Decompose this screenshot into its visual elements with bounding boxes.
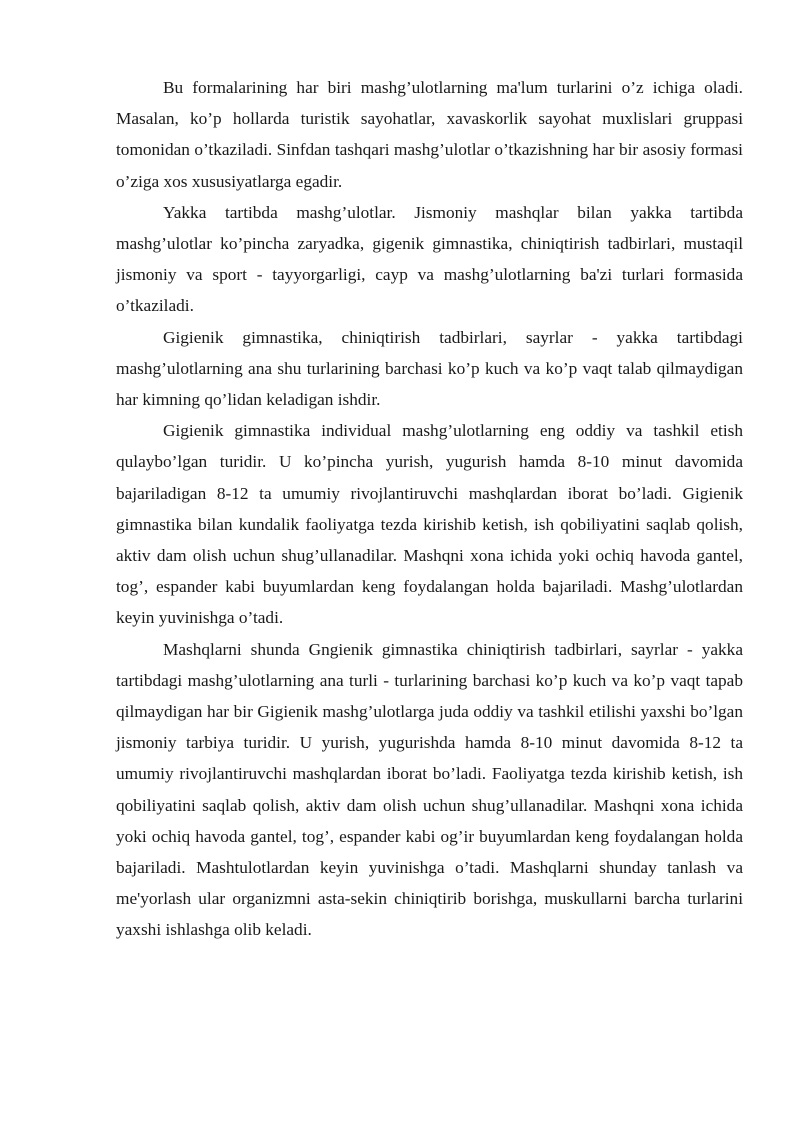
document-page (116, 72, 743, 946)
paragraph-forms-intro: Bu formalarining har biri mashg’ulotlarning ma'lum turlarini o’z ichiga oladi. Masalan, ko’p hollarda turistik sayohatlar, xavaskorlik sayohat muxlislari gruppasi tomonidan o’tkaziladi. Sinfdan tashqari mashg’ulotlar o’tkazishning har bir asosiy formasi o’ziga xos xususiyatlarga egadir. (116, 78, 743, 191)
paragraph-exercise-selection: Mashqlarni shunda Gngienik gimnastika chiniqtirish tadbirlari, sayrlar - yakka tartibdagi mashg’ulotlarning ana turli - turlarining barchasi ko’p kuch va ko’p vaqt tapab qilmaydigan har bir Gigienik mashg’ulotlarga juda oddiy va tashkil etilishi yaxshi bo’lgan jismoniy tarbiya turidir. U yurish, yugurishda hamda 8-10 minut davomida 8-12 ta umumiy rivojlantiruvchi mashqlardan iborat bo’ladi. Faoliyatga tezda kirishib ketish, ish qobiliyatini saqlab qolish, aktiv dam olish uchun shug’ullanadilar. Mashqni xona ichida yoki ochiq havoda gantel, tog’, espander kabi og’ir buyumlardan keng foydalangan holda bajariladi. Mashtulotlardan keyin yuvinishga o’tadi. Mashqlarni shunday tanlash va me'yorlash ular organizmni asta-sekin chiniqtirib borishga, muskullarni barcha turlarini yaxshi ishlashga olib keladi. (116, 639, 743, 940)
paragraph-individual-sessions: Yakka tartibda mashg’ulotlar. Jismoniy mashqlar bilan yakka tartibda mashg’ulotlar ko’pincha zaryadka, gigenik gimnastika, chiniqtirish tadbirlari, mustaqil jismoniy va sport - tayyorgarligi, cayp va mashg’ulotlarning ba'zi turlari formasida o’tkaziladi. (116, 202, 743, 316)
paragraph-hygienic-gymnastics-details: Gigienik gimnastika individual mashg’ulotlarning eng oddiy va tashkil etish qulaybo’lgan turidir. U ko’pincha yurish, yugurish hamda 8-10 minut davomida bajariladigan 8-12 ta umumiy rivojlantiruvchi mashqlardan iborat bo’ladi. Gigienik gimnastika bilan kundalik faoliyatga tezda kirishib ketish, ish qobiliyatini saqlab qolish, aktiv dam olish uchun shug’ullanadilar. Mashqni xona ichida yoki ochiq havoda gantel, tog’, espander kabi buyumlardan keng foydalangan holda bajariladi. Mashg’ulotlardan keyin yuvinishga o’tadi. (116, 421, 743, 628)
paragraph-hygienic-gymnastics-overview: Gigienik gimnastika, chiniqtirish tadbirlari, sayrlar - yakka tartibdagi mashg’ulotlarning ana shu turlarining barchasi ko’p kuch va ko’p vaqt talab qilmaydigan har kimning qo’lidan keladigan ishdir. (116, 327, 743, 410)
